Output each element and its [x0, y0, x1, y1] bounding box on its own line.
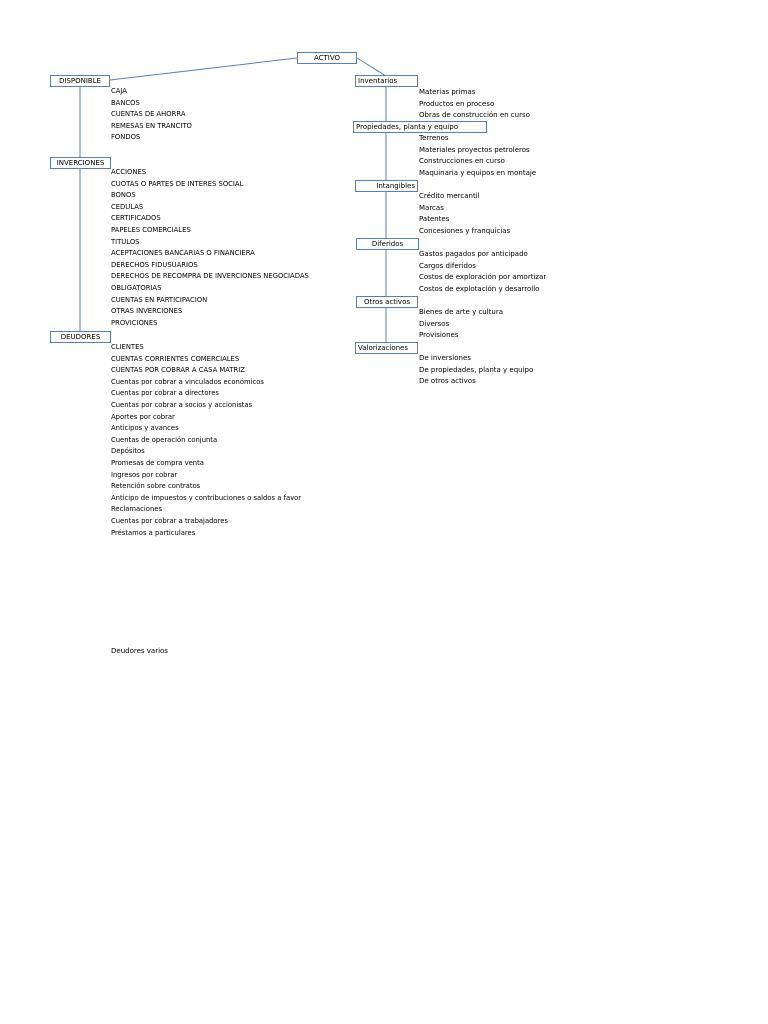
- list-item: Cuentas por cobrar a directores: [111, 389, 219, 398]
- list-item: Terrenos: [419, 134, 449, 142]
- list-item: De propiedades, planta y equipo: [419, 365, 534, 374]
- list-deudores: [111, 342, 301, 539]
- list-inventarios: [419, 87, 530, 122]
- list-item: DERECHOS FIDUSUARIOS: [111, 260, 198, 269]
- list-item: De inversiones: [419, 354, 471, 362]
- list-item: CUENTAS DE AHORRA: [111, 110, 186, 119]
- list-item: Patentes: [419, 215, 450, 224]
- list-item: Depósitos: [111, 447, 145, 456]
- list-item: Reclamaciones: [111, 505, 162, 514]
- list-item: Obras de construcción en curso: [419, 111, 530, 120]
- list-item: Concesiones y franquicias: [419, 226, 511, 235]
- list-item: BONOS: [111, 191, 136, 200]
- list-item: CUOTAS O PARTES DE INTERES SOCIAL: [111, 179, 244, 188]
- list-item: ACEPTACIONES BANCARIAS O FINANCIERA: [111, 249, 255, 258]
- list-item: Promesas de compra venta: [111, 458, 204, 467]
- list-diferidos: [419, 249, 546, 295]
- list-item: CEDULAS: [111, 202, 144, 211]
- list-item: Maquinaria y equipos en montaje: [419, 168, 537, 177]
- list-item: Anticipos y avances: [111, 424, 179, 433]
- list-item: TITULOS: [111, 237, 140, 246]
- list-item: Crédito mercantil: [419, 192, 480, 200]
- list-item: CUENTAS CORRIENTES COMERCIALES: [111, 354, 240, 363]
- node-valorizaciones: Valorizaciones: [355, 342, 418, 354]
- list-item: Cuentas por cobrar a trabajadores: [111, 516, 228, 525]
- node-propiedades: Propiedades, planta y equipo: [353, 121, 487, 133]
- list-item: PROVICIONES: [111, 318, 158, 327]
- list-item: CAJA: [111, 87, 127, 95]
- list-item: Construcciones en curso: [419, 157, 505, 166]
- list-item: Cuentas por cobrar a vinculados económicos: [111, 377, 264, 386]
- list-item: Aportes por cobrar: [111, 412, 175, 421]
- list-item: Bienes de arte y cultura: [419, 308, 504, 316]
- list-item: Materiales proyectos petroleros: [419, 145, 530, 154]
- list-item: Costos de explotación y desarrollo: [419, 284, 540, 293]
- list-item: Productos en proceso: [419, 99, 495, 108]
- list-item: Diversos: [419, 319, 450, 328]
- deudores-varios-label: Deudores varios: [111, 647, 168, 655]
- node-otros-activos: Otros activos: [356, 296, 418, 308]
- list-item: Retención sobre contratos: [111, 482, 201, 491]
- list-item: Cuentas de operación conjunta: [111, 435, 218, 444]
- node-intangibles: Intangibles: [355, 180, 418, 192]
- list-intangibles: [419, 191, 510, 237]
- list-item: Provisiones: [419, 331, 459, 340]
- list-valorizaciones: [419, 353, 533, 388]
- list-item: Cargos diferidos: [419, 261, 476, 270]
- list-propiedades: [419, 133, 536, 179]
- node-diferidos: Diferidos: [356, 238, 419, 250]
- list-item: Anticipo de impuestos y contribuciones o saldos a favor: [111, 493, 302, 502]
- list-item: CLIENTES: [111, 343, 144, 351]
- list-item: Marcas: [419, 203, 444, 212]
- list-item: Materias primas: [419, 88, 476, 96]
- node-inventarios: Inventarios: [355, 75, 418, 87]
- list-item: DERECHOS DE RECOMPRA DE INVERCIONES NEGOCIADAS: [111, 272, 309, 281]
- root-node-activo: ACTIVO: [297, 52, 357, 64]
- list-item: BANCOS: [111, 98, 140, 107]
- list-otros-activos: [419, 307, 503, 342]
- list-item: FONDOS: [111, 133, 141, 142]
- node-deudores: DEUDORES: [50, 331, 111, 343]
- list-item: Ingresos por cobrar: [111, 470, 178, 479]
- connector-root-disponible: [110, 58, 297, 80]
- list-item: Cuentas por cobrar a socios y accionistas: [111, 400, 253, 409]
- list-item: Gastos pagados por anticipado: [419, 250, 528, 258]
- connector-root-inventarios: [357, 58, 386, 76]
- node-inversiones: INVERCIONES: [50, 157, 111, 169]
- list-item: De otros activos: [419, 377, 476, 386]
- list-item: REMESAS EN TRANCITO: [111, 121, 192, 130]
- list-item: PAPELES COMERCIALES: [111, 225, 191, 234]
- list-item: CUENTAS POR COBRAR A CASA MATRIZ: [111, 366, 245, 375]
- node-disponible: DISPONIBLE: [50, 75, 110, 87]
- list-item: CERTIFICADOS: [111, 214, 161, 223]
- list-item: OTRAS INVERCIONES: [111, 307, 183, 316]
- list-item: Préstamos a particulares: [111, 528, 196, 537]
- list-item: OBLIGATORIAS: [111, 283, 162, 292]
- list-item: CUENTAS EN PARTICIPACION: [111, 295, 208, 304]
- list-item: Costos de exploración por amortizar: [419, 273, 547, 282]
- list-inversiones: [111, 167, 309, 329]
- list-disponible: [111, 86, 192, 144]
- list-item: ACCIONES: [111, 168, 147, 176]
